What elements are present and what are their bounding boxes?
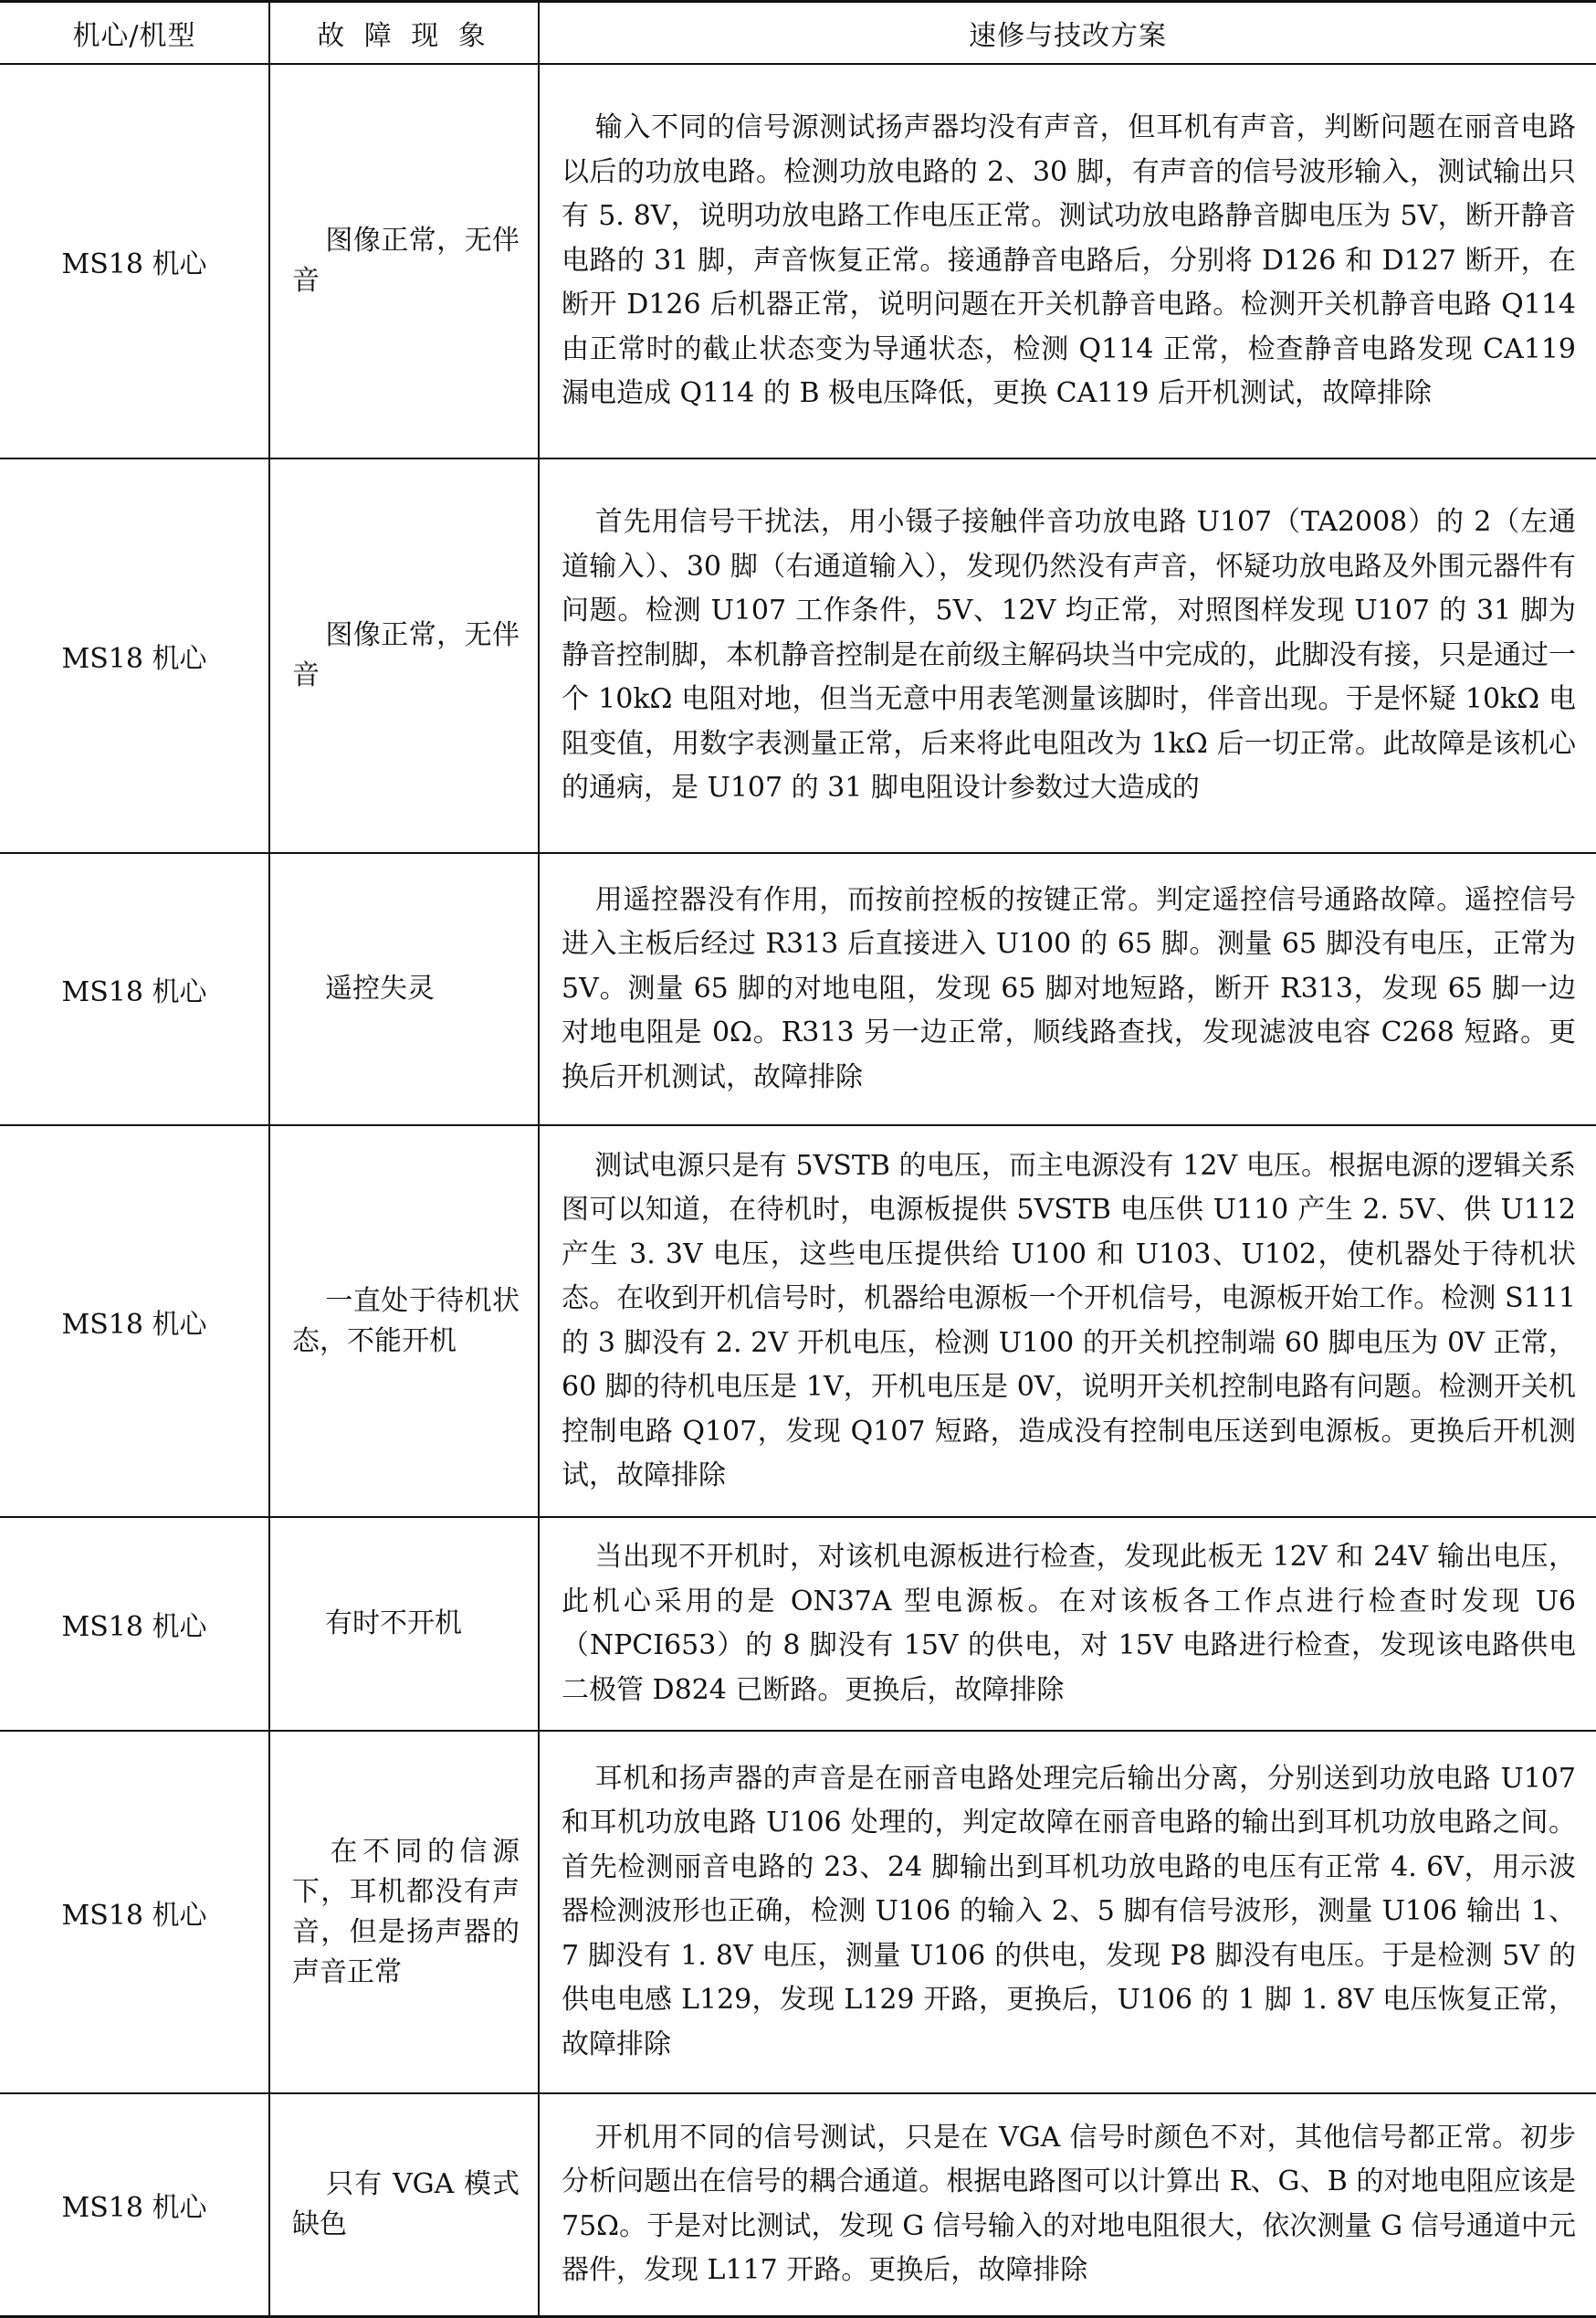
table-row (0, 1517, 1596, 1731)
symptom-cell (269, 1517, 539, 1731)
symptom-text: 在不同的信源下，耳机都没有声音，但是扬声器的声音正常 (292, 1835, 520, 1988)
symptom-text: 一直处于待机状态，不能开机 (292, 1284, 520, 1357)
model-cell: MS18 机心 (0, 2093, 269, 2316)
model-cell: MS18 机心 (0, 458, 269, 853)
symptom-cell (269, 853, 539, 1125)
header-solution: 速修与技改方案 (539, 2, 1596, 65)
solution-text: 输入不同的信号源测试扬声器均没有声音，但耳机有声音，判断问题在丽音电路以后的功放电路。检测功放电路的 2、30 脚，有声音的信号波形输入，测试输出只有 5. 8V，说明功放电路工作电压正常。测试功放电路静音脚电压为 5V，断开静音电路的 31 脚，声音恢复正常。接通静音电路后，分别将 D126 和 D127 断开，在断开 D126 后机器正常，说明问题在开关机静音电路。检测开关机静音电路 Q114 由正常时的截止状态变为导通状态，检测 Q114 正常，检查静音电路发现 CA119 漏电造成 Q114 的 B 极电压降低，更换 CA119 后开机测试，故障排除 (562, 111, 1576, 410)
solution-text: 耳机和扬声器的声音是在丽音电路处理完后输出分离，分别送到功放电路 U107 和耳机功放电路 U106 处理的，判定故障在丽音电路的输出到耳机功放电路之间。首先检测丽音电路的 23、24 脚输出到耳机功放电路的电压有正常 4. 6V，用示波器检测波形也正确，检测 U106 的输入 2、5 脚有信号波形，测量 U106 输出 1、7 脚没有 1. 8V 电压，测量 U106 的供电，发现 P8 脚没有电压。于是检测 5V 的供电电感 L129，发现 L129 开路，更换后，U106 的 1 脚 1. 8V 电压恢复正常，故障排除 (562, 1762, 1576, 2060)
table-row (0, 458, 1596, 853)
solution-text: 当出现不开机时，对该机电源板进行检查，发现此板无 12V 和 24V 输出电压，此机心采用的是 ON37A 型电源板。在对该板各工作点进行检查时发现 U6（NPCI653）的 8 脚没有 15V 的供电，对 15V 电路进行检查，发现该电路供电二极管 D824 已断路。更换后，故障排除 (562, 1541, 1576, 1706)
table-row (0, 853, 1596, 1125)
symptom-text: 图像正常，无伴音 (292, 619, 520, 691)
header-model: 机心/机型 (0, 2, 269, 65)
solution-text: 测试电源只是有 5VSTB 的电压，而主电源没有 12V 电压。根据电源的逻辑关系图可以知道，在待机时，电源板提供 5VSTB 电压供 U110 产生 2. 5V、供 U112 产生 3. 3V 电压，这些电压提供给 U100 和 U103、U102，使机器处于待机状态。在收到开机信号时，机器给电源板一个开机信号，电源板开始工作。检测 S111 的 3 脚没有 2. 2V 开机电压，检测 U100 的开关机控制端 60 脚电压为 0V 正常，60 脚的待机电压是 1V，开机电压是 0V，说明开关机控制电路有问题。检测开关机控制电路 Q107，发现 Q107 短路，造成没有控制电压送到电源板。更换后开机测试，故障排除 (562, 1149, 1576, 1491)
solution-cell (539, 458, 1596, 853)
symptom-text: 有时不开机 (325, 1607, 462, 1639)
solution-cell (539, 1517, 1596, 1731)
table-row (0, 2093, 1596, 2316)
model-cell: MS18 机心 (0, 64, 269, 458)
symptom-cell (269, 64, 539, 458)
solution-cell (539, 1125, 1596, 1517)
header-symptom: 故 障 现 象 (269, 2, 539, 65)
model-cell: MS18 机心 (0, 1125, 269, 1517)
solution-cell (539, 853, 1596, 1125)
table-row (0, 1731, 1596, 2093)
table-row (0, 1125, 1596, 1517)
solution-cell (539, 64, 1596, 458)
symptom-text: 只有 VGA 模式缺色 (292, 2167, 520, 2240)
solution-cell (539, 2093, 1596, 2316)
symptom-cell (269, 2093, 539, 2316)
solution-text: 开机用不同的信号测试，只是在 VGA 信号时颜色不对，其他信号都正常。初步分析问题出在信号的耦合通道。根据电路图可以计算出 R、G、B 的对地电阻应该是 75Ω。于是对比测试，发现 G 信号输入的对地电阻很大，依次测量 G 信号通道中元器件，发现 L117 开路。更换后，故障排除 (562, 2121, 1576, 2287)
symptom-cell (269, 458, 539, 853)
symptom-text: 图像正常，无伴音 (292, 225, 520, 297)
solution-text: 用遥控器没有作用，而按前控板的按键正常。判定遥控信号通路故障。遥控信号进入主板后经过 R313 后直接进入 U100 的 65 脚。测量 65 脚没有电压，正常为 5V。测量 65 脚的对地电阻，发现 65 脚对地短路，断开 R313，发现 65 脚一边对地电阻是 0Ω。R313 另一边正常，顺线路查找，发现滤波电容 C268 短路。更换后开机测试，故障排除 (562, 883, 1576, 1093)
symptom-text: 遥控失灵 (325, 973, 435, 1005)
symptom-cell (269, 1731, 539, 2093)
solution-cell (539, 1731, 1596, 2093)
model-cell: MS18 机心 (0, 1731, 269, 2093)
model-cell: MS18 机心 (0, 853, 269, 1125)
header-row (0, 2, 1596, 65)
symptom-cell (269, 1125, 539, 1517)
model-cell: MS18 机心 (0, 1517, 269, 1731)
solution-text: 首先用信号干扰法，用小镊子接触伴音功放电路 U107（TA2008）的 2（左通道输入）、30 脚（右通道输入），发现仍然没有声音，怀疑功放电路及外围元器件有问题。检测 U107 工作条件，5V、12V 均正常，对照图样发现 U107 的 31 脚为静音控制脚，本机静音控制是在前级主解码块当中完成的，此脚没有接，只是通过一个 10kΩ 电阻对地，但当无意中用表笔测量该脚时，伴音出现。于是怀疑 10kΩ 电阻变值，用数字表测量正常，后来将此电阻改为 1kΩ 后一切正常。此故障是该机心的通病，是 U107 的 31 脚电阻设计参数过大造成的 (562, 506, 1576, 805)
table-row (0, 64, 1596, 458)
